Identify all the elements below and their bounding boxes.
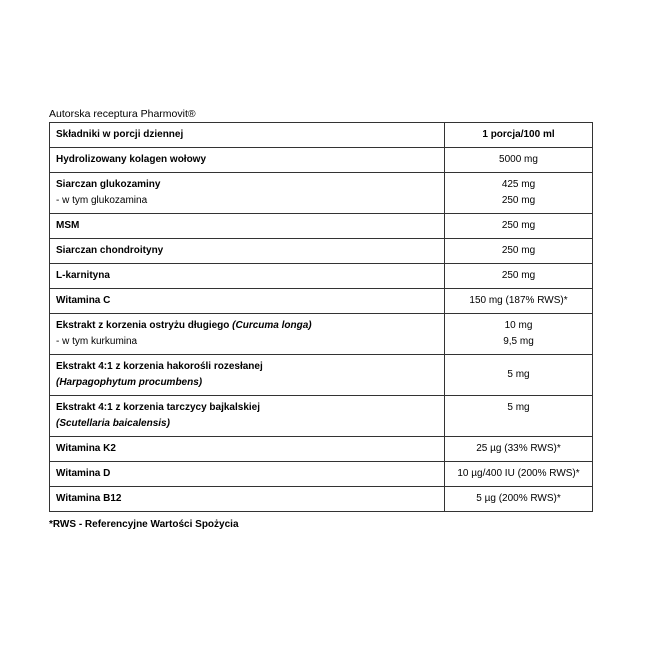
table-row xyxy=(50,437,593,462)
ingredient-amount: 10 mg xyxy=(504,320,533,331)
ingredient-name: Ekstrakt z korzenia ostryżu długiego xyxy=(56,320,230,331)
ingredient-name: Ekstrakt 4:1 z korzenia tarczycy bajkalskiej xyxy=(56,402,261,413)
ingredient-name: Witamina C xyxy=(50,289,445,314)
ingredient-amount: 5 mg xyxy=(445,396,593,437)
ingredient-name: Witamina B12 xyxy=(50,487,445,512)
ingredient-latin-name: (Harpagophytum procumbens) xyxy=(56,377,203,388)
header-ingredients: Składniki w porcji dziennej xyxy=(50,123,445,148)
table-row xyxy=(50,314,593,355)
table-row xyxy=(50,462,593,487)
table-row xyxy=(50,355,593,396)
ingredient-name: Witamina D xyxy=(50,462,445,487)
ingredient-amount: 5000 mg xyxy=(445,148,593,173)
ingredient-name: Witamina K2 xyxy=(50,437,445,462)
table-row xyxy=(50,214,593,239)
nutrition-document xyxy=(49,108,592,531)
ingredient-amount: 25 µg (33% RWS)* xyxy=(445,437,593,462)
table-row xyxy=(50,239,593,264)
ingredient-amount: 5 mg xyxy=(445,355,593,396)
ingredient-amount: 5 µg (200% RWS)* xyxy=(445,487,593,512)
ingredient-latin-name: (Scutellaria baicalensis) xyxy=(56,418,170,429)
ingredient-latin-name: (Curcuma longa) xyxy=(232,320,312,331)
ingredient-amount: 10 µg/400 IU (200% RWS)* xyxy=(445,462,593,487)
ingredient-amount: 250 mg xyxy=(445,214,593,239)
ingredient-sub-name: - w tym kurkumina xyxy=(56,336,138,347)
header-portion: 1 porcja/100 ml xyxy=(445,123,593,148)
rws-footnote: *RWS - Referencyjne Wartości Spożycia xyxy=(49,519,239,530)
ingredient-name: Ekstrakt 4:1 z korzenia hakorośli rozesłanej xyxy=(56,361,263,372)
table-row xyxy=(50,148,593,173)
ingredient-name: Hydrolizowany kolagen wołowy xyxy=(50,148,445,173)
ingredient-name-line xyxy=(56,318,438,334)
ingredient-name: Siarczan chondroityny xyxy=(50,239,445,264)
ingredient-sub-name: - w tym glukozamina xyxy=(56,195,148,206)
ingredient-amount: 250 mg xyxy=(445,264,593,289)
table-row xyxy=(50,264,593,289)
ingredient-amount: 250 mg xyxy=(445,239,593,264)
ingredient-sub-amount: 9,5 mg xyxy=(503,336,534,347)
ingredient-name: MSM xyxy=(50,214,445,239)
table-row xyxy=(50,289,593,314)
table-row xyxy=(50,487,593,512)
ingredient-sub-amount: 250 mg xyxy=(501,195,536,206)
ingredients-table xyxy=(49,122,593,512)
ingredient-name: Siarczan glukozaminy xyxy=(56,179,161,190)
ingredient-amount: 425 mg xyxy=(501,179,536,190)
table-row xyxy=(50,396,593,437)
table-row xyxy=(50,173,593,214)
table-header-row xyxy=(50,123,593,148)
ingredient-name: L-karnityna xyxy=(50,264,445,289)
ingredient-amount: 150 mg (187% RWS)* xyxy=(445,289,593,314)
recipe-caption: Autorska receptura Pharmovit® xyxy=(49,108,196,120)
